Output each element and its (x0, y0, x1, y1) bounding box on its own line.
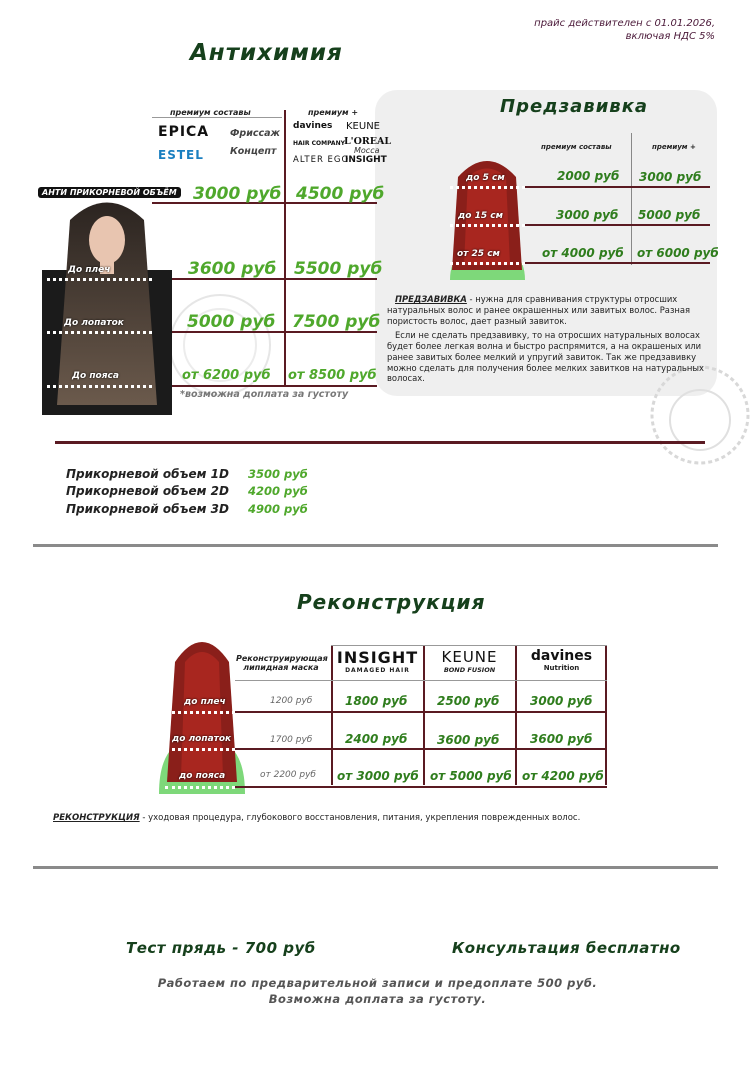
brand-davines: davines (293, 121, 333, 131)
recon-brand-keune (427, 648, 512, 674)
brand-alter-ego: ALTER EGO (293, 155, 350, 165)
product-koncept: Концепт (230, 146, 277, 157)
recon-header-line (235, 680, 607, 681)
recon-mask-price-2: 1700 руб (270, 735, 313, 745)
pre-desc-title: ПРЕДЗАВИВКА (395, 294, 467, 304)
pre-label-5: до 5 см (466, 173, 505, 183)
pre-label-15: до 15 см (458, 211, 503, 221)
volume-row (66, 483, 308, 501)
recon-vline-1 (331, 645, 333, 785)
volume-row (66, 500, 308, 518)
pre-price-5-2: 3000 руб (639, 170, 702, 184)
pre-price-15-1: 3000 руб (556, 208, 619, 222)
recon-brand-keune-sub: BOND FUSION (443, 666, 496, 674)
pre-row-line-3 (525, 262, 710, 264)
anti-len-bar-2 (47, 331, 152, 334)
recon-mask-header: Реконструирующая липидная маска (236, 654, 328, 672)
pre-len-bar-3 (450, 262, 525, 265)
recon-len-bar-2 (165, 748, 235, 751)
brand-hair-company: HAIR COMPANY (293, 140, 345, 147)
recon-title: Реконструкция (297, 590, 486, 614)
volume-row (66, 465, 308, 483)
recon-mask-price-3: от 2200 руб (260, 770, 316, 780)
footer-note (0, 975, 755, 1007)
anti-label-waist: До пояса (72, 371, 119, 381)
decor-sketch (160, 285, 280, 405)
brand-mossa: Мосса (354, 146, 380, 155)
recon-brand-keune-name: KEUNE (441, 648, 498, 666)
pre-row-line-1 (525, 186, 710, 188)
anti-price-shoulders-1: 3600 руб (188, 259, 277, 279)
recon-top-line (331, 645, 607, 646)
brand-keune: KEUNE (346, 121, 380, 132)
pre-row-line-2 (525, 224, 710, 226)
anti-section-divider (55, 441, 705, 444)
brand-loreal: L'OREAL (344, 136, 392, 147)
anti-price-waist-2: от 8500 руб (288, 368, 377, 383)
test-strand: Тест прядь - 700 руб (126, 939, 316, 957)
recon-price-1-2: 2500 руб (437, 694, 500, 708)
volume-price: 4200 руб (248, 484, 308, 499)
recon-brand-insight-sub: DAMAGED HAIR (345, 667, 410, 674)
volume-label: Прикорневой объем 2D (66, 484, 229, 499)
recon-row-line-2 (235, 748, 607, 750)
anti-row-line-4 (150, 385, 377, 387)
pre-col2-header: премиум + (652, 143, 696, 151)
recon-brand-davines (519, 648, 604, 672)
anti-price-root-2: 4500 руб (296, 184, 385, 204)
section-separator-2 (33, 866, 718, 869)
recon-vline-2 (423, 645, 425, 785)
pre-len-bar-2 (450, 224, 525, 227)
recon-brand-insight (335, 648, 420, 674)
anti-col2-header: премиум + (308, 108, 359, 117)
anti-density-note: *возможна доплата за густоту (180, 389, 349, 400)
pre-price-5-1: 2000 руб (557, 169, 620, 183)
pre-desc-text1: - нужна для сравнивания структуры отросших натуральных волос и ранее окрашенных или завитых волос. Разная пористость волос, дает разный завиток. (387, 294, 691, 326)
recon-mask-price-1: 1200 руб (270, 696, 313, 706)
anti-label-shoulder-blades: До лопаток (64, 318, 124, 328)
volume-price: 3500 руб (248, 466, 308, 481)
brand-epica: EPICA (158, 124, 210, 140)
pre-len-bar-1 (450, 186, 525, 189)
anti-price-blades-1: 5000 руб (187, 312, 276, 332)
anti-len-bar-3 (47, 385, 152, 388)
recon-price-3-2: от 5000 руб (430, 769, 512, 783)
recon-row-line-1 (235, 711, 607, 713)
recon-price-2-3: 3600 руб (530, 732, 593, 746)
anti-label-root: АНТИ ПРИКОРНЕВОЙ ОБЪЁМ (38, 187, 181, 198)
brand-estel: ESTEL (158, 148, 204, 162)
footer-line1: Работаем по предварительной записи и предоплате 500 руб. (157, 976, 598, 990)
anti-price-root-1: 3000 руб (193, 184, 282, 204)
recon-price-3-1: от 3000 руб (337, 769, 419, 783)
pre-title: Предзавивка (500, 96, 649, 117)
recon-desc-text: - уходовая процедура, глубокового восстановления, питания, укрепления поврежденных волос. (139, 813, 581, 823)
section-separator-1 (33, 544, 718, 547)
pre-col1-header: премиум составы (541, 143, 612, 151)
pre-price-15-2: 5000 руб (638, 208, 701, 222)
volume-price: 4900 руб (248, 501, 308, 516)
recon-brand-davines-name: davines (530, 648, 593, 664)
recon-label-waist: до пояса (179, 771, 226, 781)
recon-price-3-3: от 4200 руб (522, 769, 604, 783)
recon-price-1-1: 1800 руб (345, 694, 408, 708)
recon-len-bar-1 (165, 711, 235, 714)
anti-header-underline (152, 117, 282, 118)
volume-list (66, 465, 308, 518)
pre-price-25-2: от 6000 руб (637, 246, 719, 260)
recon-price-1-3: 3000 руб (530, 694, 593, 708)
consultation-free: Консультация бесплатно (452, 939, 681, 957)
recon-desc-title: РЕКОНСТРУКЦИЯ (53, 813, 140, 823)
recon-label-blades: до лопаток (172, 734, 232, 744)
portrait-long-hair (42, 200, 172, 415)
recon-description (53, 813, 713, 824)
price-validity-line1: прайс действителен с 01.01.2026, (534, 18, 715, 29)
anti-title: Антихимия (190, 40, 343, 66)
recon-vline-3 (515, 645, 517, 785)
anti-label-shoulders: До плеч (68, 265, 111, 275)
brand-insight-small: INSIGHT (345, 155, 387, 165)
anti-price-shoulders-2: 5500 руб (294, 259, 383, 279)
recon-brand-davines-sub: Nutrition (543, 664, 580, 672)
pre-description (387, 294, 712, 384)
recon-label-shoulders: до плеч (184, 697, 226, 707)
recon-price-2-2: 3600 руб (437, 733, 500, 747)
price-validity-line2: включая НДС 5% (625, 30, 715, 42)
price-validity-note (534, 18, 715, 43)
anti-price-blades-2: 7500 руб (292, 312, 381, 332)
pre-label-25: от 25 см (457, 249, 500, 259)
pre-price-25-1: от 4000 руб (542, 246, 624, 260)
recon-row-line-3 (235, 786, 607, 788)
recon-price-2-1: 2400 руб (345, 732, 408, 746)
volume-label: Прикорневой объем 3D (66, 501, 229, 516)
footer-line2: Возможна доплата за густоту. (268, 992, 487, 1007)
product-frissage: Фриссаж (230, 128, 281, 139)
recon-brand-insight-name: INSIGHT (336, 648, 419, 667)
anti-price-waist-1: от 6200 руб (182, 368, 271, 383)
volume-label: Прикорневой объем 1D (66, 466, 229, 481)
recon-vline-4 (605, 645, 607, 785)
anti-col1-header: премиум составы (170, 108, 251, 117)
anti-len-bar-1 (47, 278, 152, 281)
recon-len-bar-3 (165, 786, 235, 789)
pre-col-divider (631, 133, 632, 265)
pre-desc-text2: Если не сделать предзавивку, то на отросших натуральных волосах будет более легкая волна и быстро распрямится, а на окрашеных или ранее завитых более мелкий и упругий завиток. Так же предзавивку можно сделать для получения более мелких завитков на натуральных волосах. (387, 330, 704, 384)
anti-col-divider (284, 110, 286, 385)
